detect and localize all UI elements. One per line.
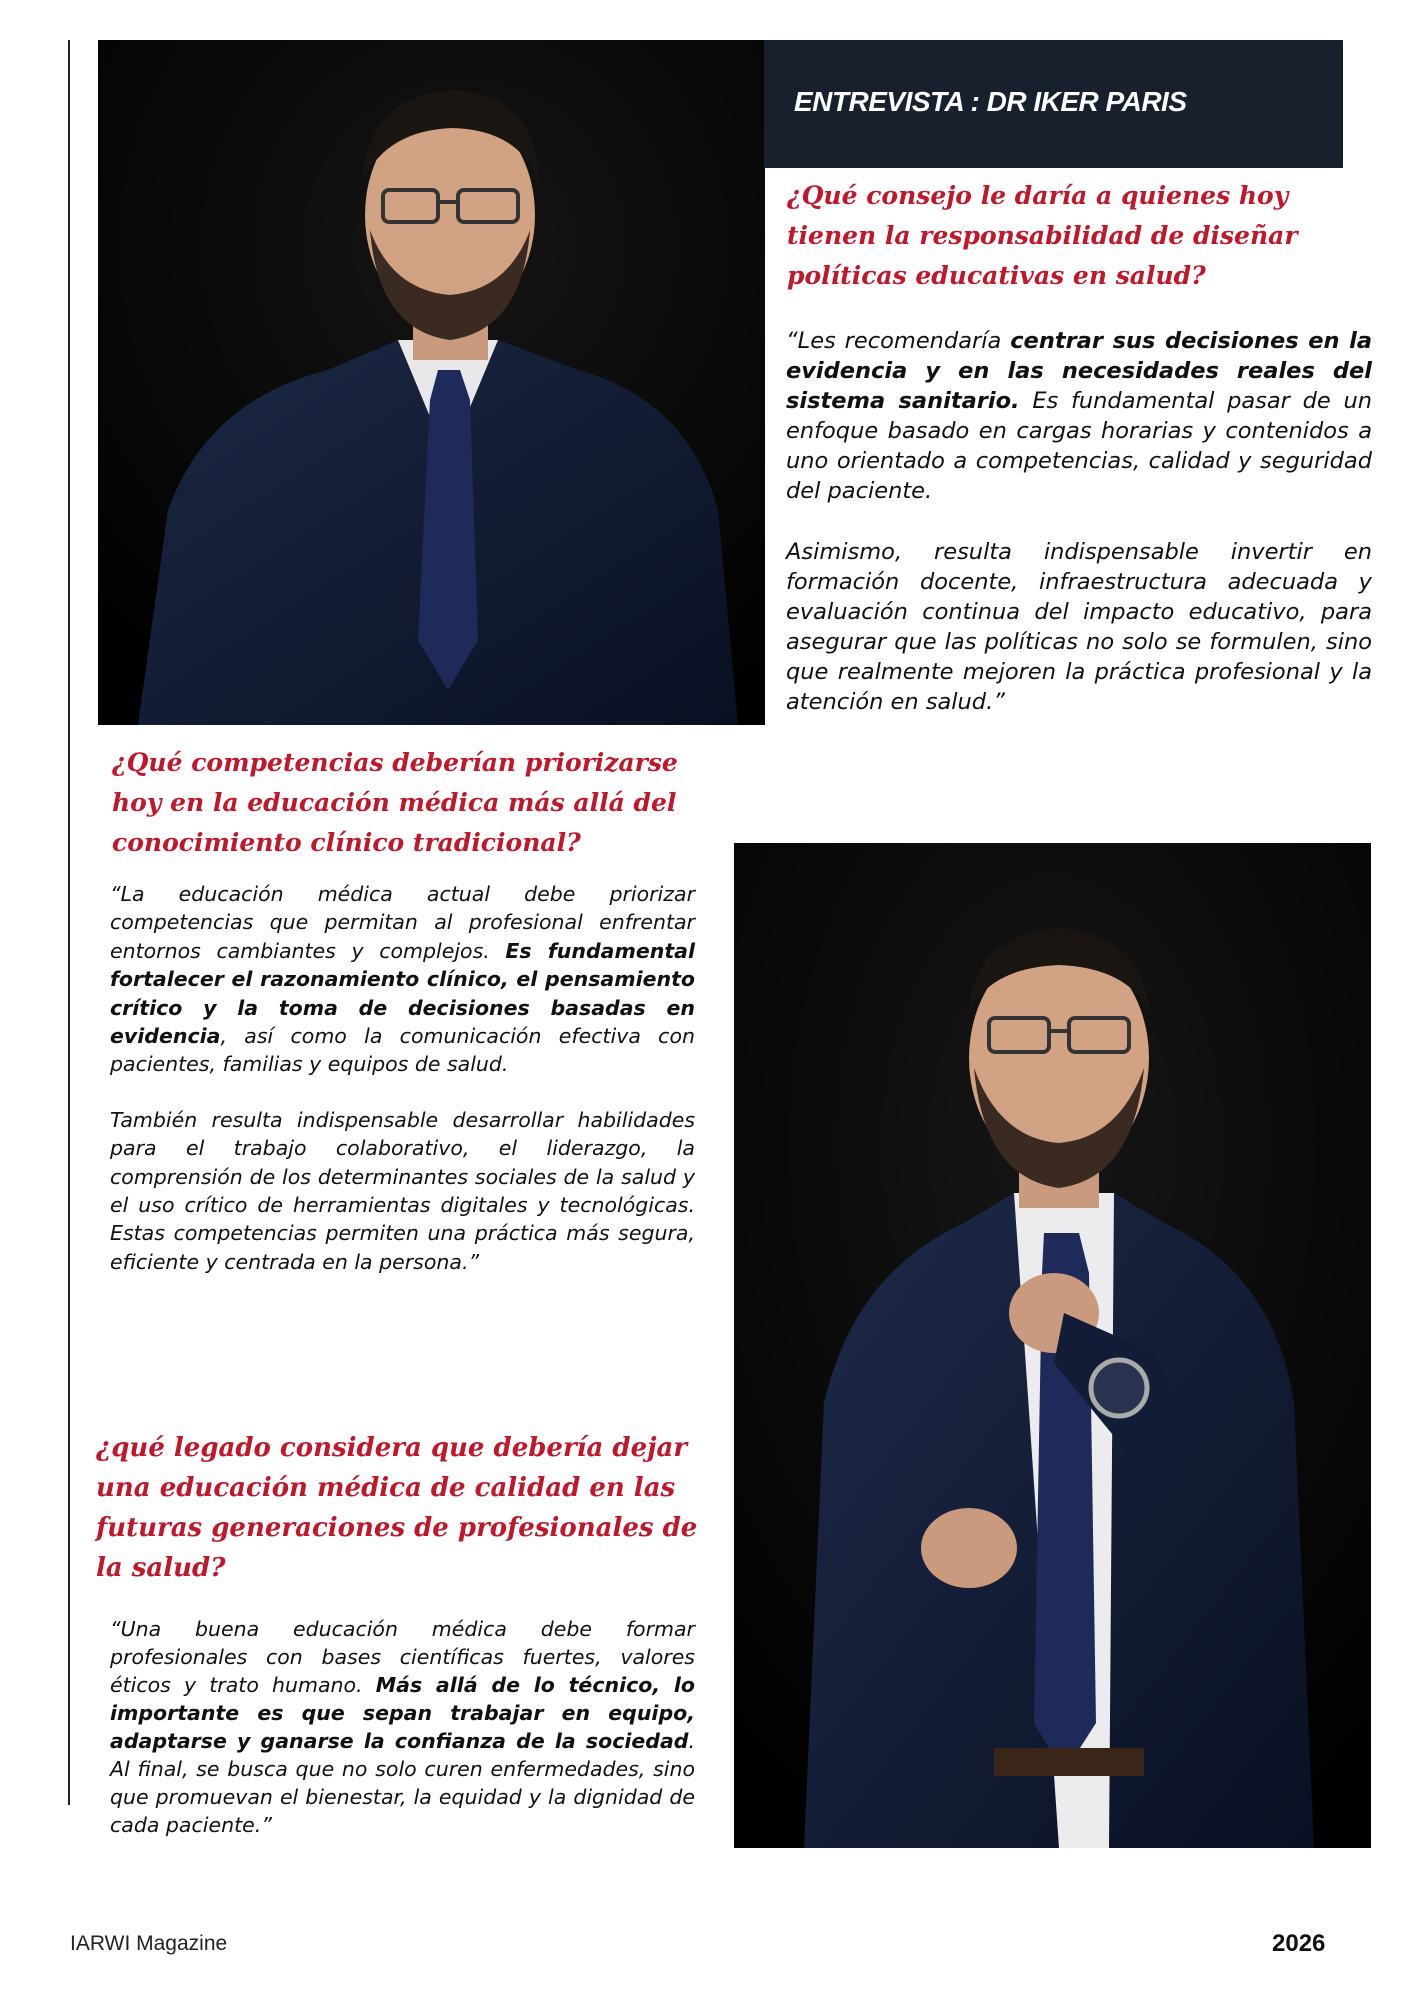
answer-text: “La educación médica actual debe priorizar competencias que permitan al profesional enfrentar entornos cambiantes y complejos. xyxy=(110,882,695,963)
answer-highlight: Más allá de lo técnico, lo importante es que sepan trabajar en equipo, adaptarse y ganarse la confianza de la sociedad xyxy=(110,1673,696,1753)
portrait-photo-top xyxy=(98,40,765,725)
answer-competencies xyxy=(110,880,695,1276)
answer-paragraph xyxy=(110,1615,695,1839)
answer-text: , así como la comunicación efectiva con pacientes, familias y equipos de salud. xyxy=(110,1024,695,1077)
interview-header-bar xyxy=(764,40,1343,168)
left-margin-rule xyxy=(68,40,70,1805)
answer-paragraph xyxy=(110,880,695,1079)
question-legacy: ¿qué legado considera que debería dejar una educación médica de calidad en las futuras generaciones de profesionales de la salud? xyxy=(96,1433,698,1583)
magazine-name: IARWI Magazine xyxy=(70,1932,228,1955)
answer-text: Es fundamental pasar de un enfoque basado en cargas horarias y contenidos a uno orientado a competencias, calidad y seguridad del paciente. xyxy=(786,388,1372,504)
answer-highlight: Es fundamental fortalecer el razonamiento clínico, el pensamiento crítico y la toma de decisiones basadas en evidencia xyxy=(110,938,695,1049)
answer-text: “Les recomendaría xyxy=(786,328,1011,354)
question-policy-advice: ¿Qué consejo le daría a quienes hoy tienen la responsabilidad de diseñar políticas educativas en salud? xyxy=(787,181,1298,290)
answer-legacy xyxy=(110,1615,695,1839)
answer-highlight: centrar sus decisiones en la evidencia y en las necesidades reales del sistema sanitario. xyxy=(786,328,1372,414)
interview-title: ENTREVISTA : DR IKER PARIS xyxy=(794,86,1187,117)
issue-year: 2026 xyxy=(1272,1930,1326,1957)
portrait-photo-bottom xyxy=(734,843,1371,1848)
answer-paragraph: También resulta indispensable desarrollar habilidades para el trabajo colaborativo, el liderazgo, la comprensión de los determinantes sociales de la salud y el uso crítico de herramientas digitales y tecnológicas. Estas competencias permiten una práctica más segura, eficiente y centrada en la persona.” xyxy=(110,1107,695,1274)
answer-policy-advice xyxy=(786,326,1372,717)
answer-text: . Al final, se busca que no solo curen enfermedades, sino que promuevan el bienestar, la equidad y la dignidad de cada paciente.” xyxy=(110,1729,695,1837)
answer-text: “Una buena educación médica debe formar profesionales con bases científicas fuertes, valores éticos y trato humano. xyxy=(110,1617,695,1697)
answer-paragraph xyxy=(786,326,1372,506)
answer-paragraph: Asimismo, resulta indispensable invertir en formación docente, infraestructura adecuada y evaluación continua del impacto educativo, para asegurar que las políticas no solo se formulen, sino que realmente mejoren la práctica profesional y la atención en salud.” xyxy=(786,539,1372,715)
question-competencies: ¿Qué competencias deberían priorizarse hoy en la educación médica más allá del conocimiento clínico tradicional? xyxy=(112,748,678,857)
